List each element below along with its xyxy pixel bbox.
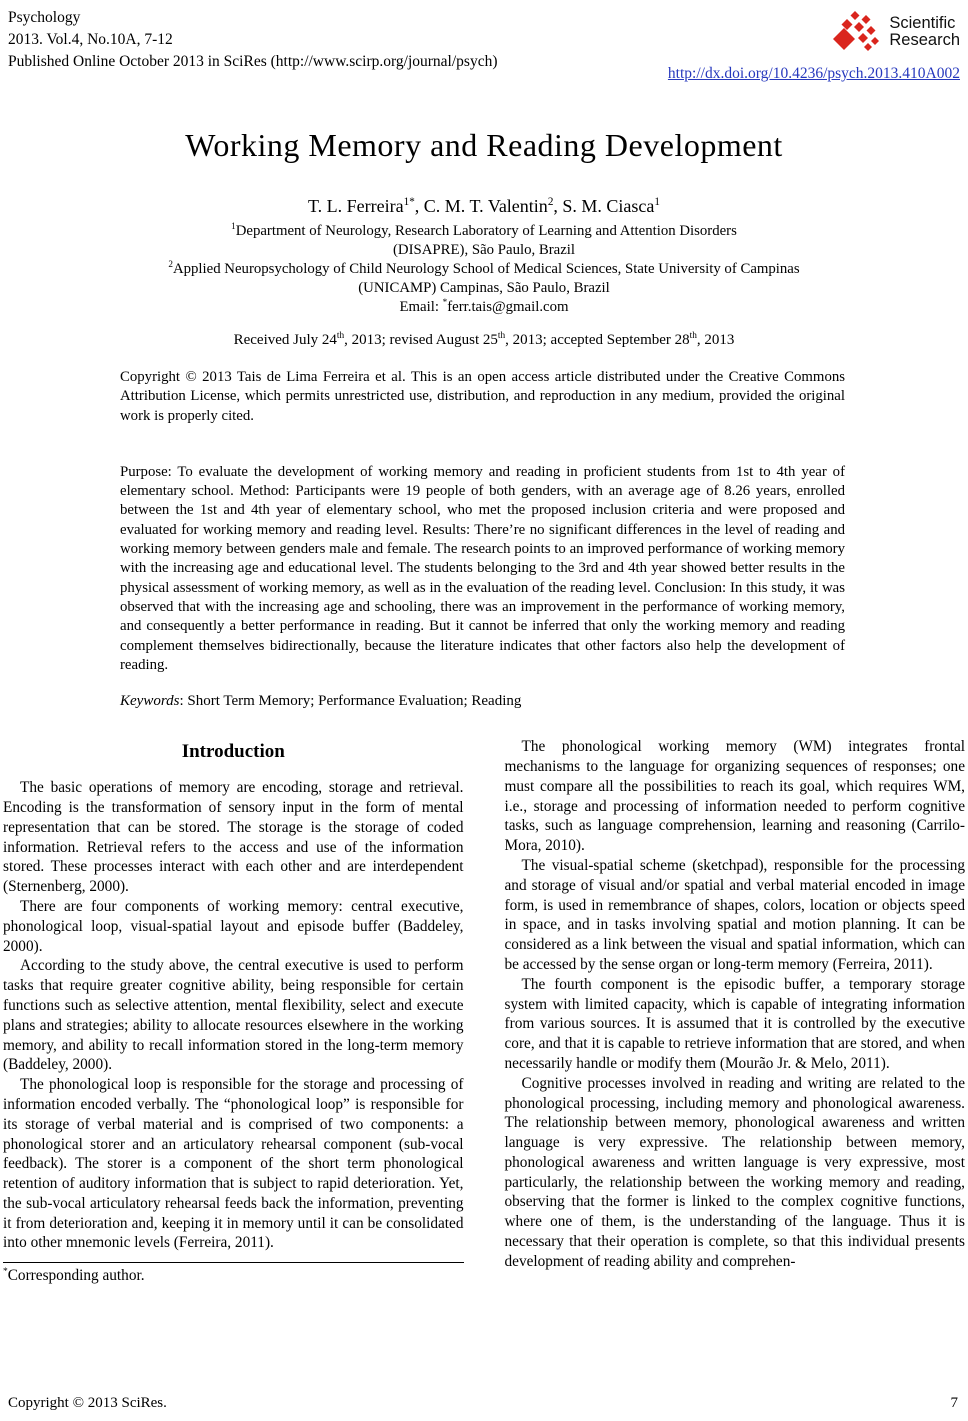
received-line: Received July 24th, 2013; revised August 25th, 2013; accepted September 28th, 2013 <box>233 331 735 348</box>
page-number: 7 <box>950 1395 958 1411</box>
doi-link[interactable]: http://dx.doi.org/10.4236/psych.2013.410A002 <box>667 65 960 82</box>
affiliations <box>0 222 968 317</box>
author: T. L. Ferreira$^{1*}$ <box>308 196 415 216</box>
author: , S. M. Ciasca$^1$ <box>553 196 660 216</box>
affiliation-line: $^1$Department of Neurology, Research Laboratory of Learning and Attention Disorders <box>231 221 737 239</box>
journal-info <box>8 7 497 73</box>
authors-line <box>0 196 968 217</box>
email-address: ferr.tais@gmail.com <box>447 299 569 315</box>
abstract: Purpose: To evaluate the development of working memory and reading in proficient students from 1st to 4th year of elementary school. Method: Participants were 19 people of both genders, with an average age of 8.26 years, enrolled between the 1st and 4th year of elementary school, who met the proposed inclusion criteria and were proposed and evaluated for working memory and reading level. Results: There’re no significant differences in the level of reading and working memory between genders male and female. The research points to an improved performance of working memory with the increasing age and educational level. The students belonging to the 3rd and 4th year showed better results in the physical assessment of working memory, as well as in the evaluation of the reading level. Conclusion: In this study, it was observed that with the increasing age and schooling, there was an improvement in the performance of working memory, and consequently a better performance in reading. But it cannot be inferred that only the working memory and reading complement themselves bidirectionally, because the literature indicates that other factors also help the development of reading. <box>120 463 845 673</box>
copyright-notice: Copyright © 2013 Tais de Lima Ferreira et al. This is an open access article distributed under the Creative Commons Attribution License, which permits unrestricted use, distribution, and reproduction in any medium, provided the original work is properly cited. <box>120 369 845 424</box>
section-heading-introduction: Introduction <box>181 741 285 763</box>
paragraph: The fourth component is the episodic buffer, a temporary storage system with limited capacity, which is capable of integrating information from various sources. It is assumed that it is controlled by the executive core, and that it is capable to retrieve information that are stored, and when necessarily handle or modify them (Mourão Jr. & Melo, 2011). <box>504 975 965 1072</box>
affiliation-line: (DISAPRE), São Paulo, Brazil <box>392 242 576 258</box>
keywords-line: Keywords: Short Term Memory; Performance Evaluation; Reading <box>120 693 522 710</box>
footnote-rule <box>3 1262 464 1263</box>
publisher-logo <box>668 9 960 55</box>
author: , C. M. T. Valentin$^2$ <box>414 196 554 216</box>
paragraph: The basic operations of memory are encoding, storage and retrieval. Encoding is the transformation of sensory input in the form of mental representation that can be stored. The storage is the storage of coded information. Retrieval refers to the access and use of the information stored. These processes interact with each other and are interdependent (Sternenberg, 2000). <box>3 779 464 896</box>
paragraph: The visual-spatial scheme (sketchpad), responsible for the processing and storage of visual and/or spatial and verbal material encoded in image form, is used in remembrance of shapes, colors, location or objects speed in space, and in tasks involving spatial and motion planning. It can be considered as a link between the visual and spatial information, which can be accessed by the sense organ or long-term memory (Ferreira, 2011). <box>504 856 965 973</box>
paragraph: According to the study above, the central executive is used to perform tasks that require greater cognitive ability, being responsible for certain functions such as selective attention, mental flexibility, select and execute plans and strategies; ability to allocate resources elsewhere in the working memory, and ability to recall information stored in the long-term memory (Baddeley, 2000). <box>3 957 464 1074</box>
paragraph: The phonological loop is responsible for the storage and processing of information encoded verbally. The “phonological loop” is responsible for its storage of verbal material and is comprised of two components: a phonological storer and an articulatory rehearsal component (sub-vocal feedback). The storer is a component of the short term phonological retention of auditory information that is subject to rapid deterioration. Yet, the sub-vocal articulatory rehearsal feeds back the information, preventing it from deterioration and, keeping it in memory until it can be consolidated into other mnemonic levels (Ferreira, 2011). <box>3 1076 464 1252</box>
journal-issue: 2013. Vol.4, No.10A, 7-12 <box>8 31 173 48</box>
scirp-diamonds-icon <box>832 9 884 55</box>
intro-right-column <box>505 737 966 1286</box>
paragraph: There are four components of working memory: central executive, phonological loop, visual-spatial layout and episode buffer (Baddeley, 2000). <box>3 897 464 955</box>
journal-name: Psychology <box>8 9 81 26</box>
corresponding-author-footnote: *Corresponding author. <box>3 1267 145 1285</box>
intro-left-column <box>3 737 464 1286</box>
footer-copyright: Copyright © 2013 SciRes. <box>8 1395 167 1411</box>
article-title: Working Memory and Reading Development <box>185 127 783 163</box>
publisher-info <box>668 7 960 83</box>
page-header <box>0 0 968 83</box>
publisher-name: Scientific Research <box>889 14 960 49</box>
affiliation-line: (UNICAMP) Campinas, São Paulo, Brazil <box>358 280 610 296</box>
journal-published-line: Published Online October 2013 in SciRes (http://www.scirp.org/journal/psych) <box>8 53 498 70</box>
paragraph: Cognitive processes involved in reading and writing are related to the phonological processing, including memory and phonological awareness. The relationship between memory, phonological awareness and written language is very expressive. The relationship between memory, phonological awareness and written language is very expressive, most particularly, the relationship between the working memory and reading, observing that the former is linked to the complex cognitive functions, where one of them, is the understanding of the language. Thus it is necessary that their operation is complete, so that this individual presents development of reading ability and comprehen- <box>504 1074 965 1270</box>
paragraph: The phonological working memory (WM) integrates frontal mechanisms to the language for organizing sequences of responses; one must compare all the possibilities to reach its goal, which requires WM, i.e., storage and processing of information needed to perform cognitive tasks, such as language comprehension, learning and reasoning (Carrilo-Mora, 2010). <box>504 738 965 855</box>
affiliation-line: $^2$Applied Neuropsychology of Child Neurology School of Medical Sciences, State University of Campinas <box>168 259 800 277</box>
article-body <box>0 737 968 1286</box>
email-line: Email: *ferr.tais@gmail.com <box>399 297 569 315</box>
page-footer <box>0 1395 968 1412</box>
